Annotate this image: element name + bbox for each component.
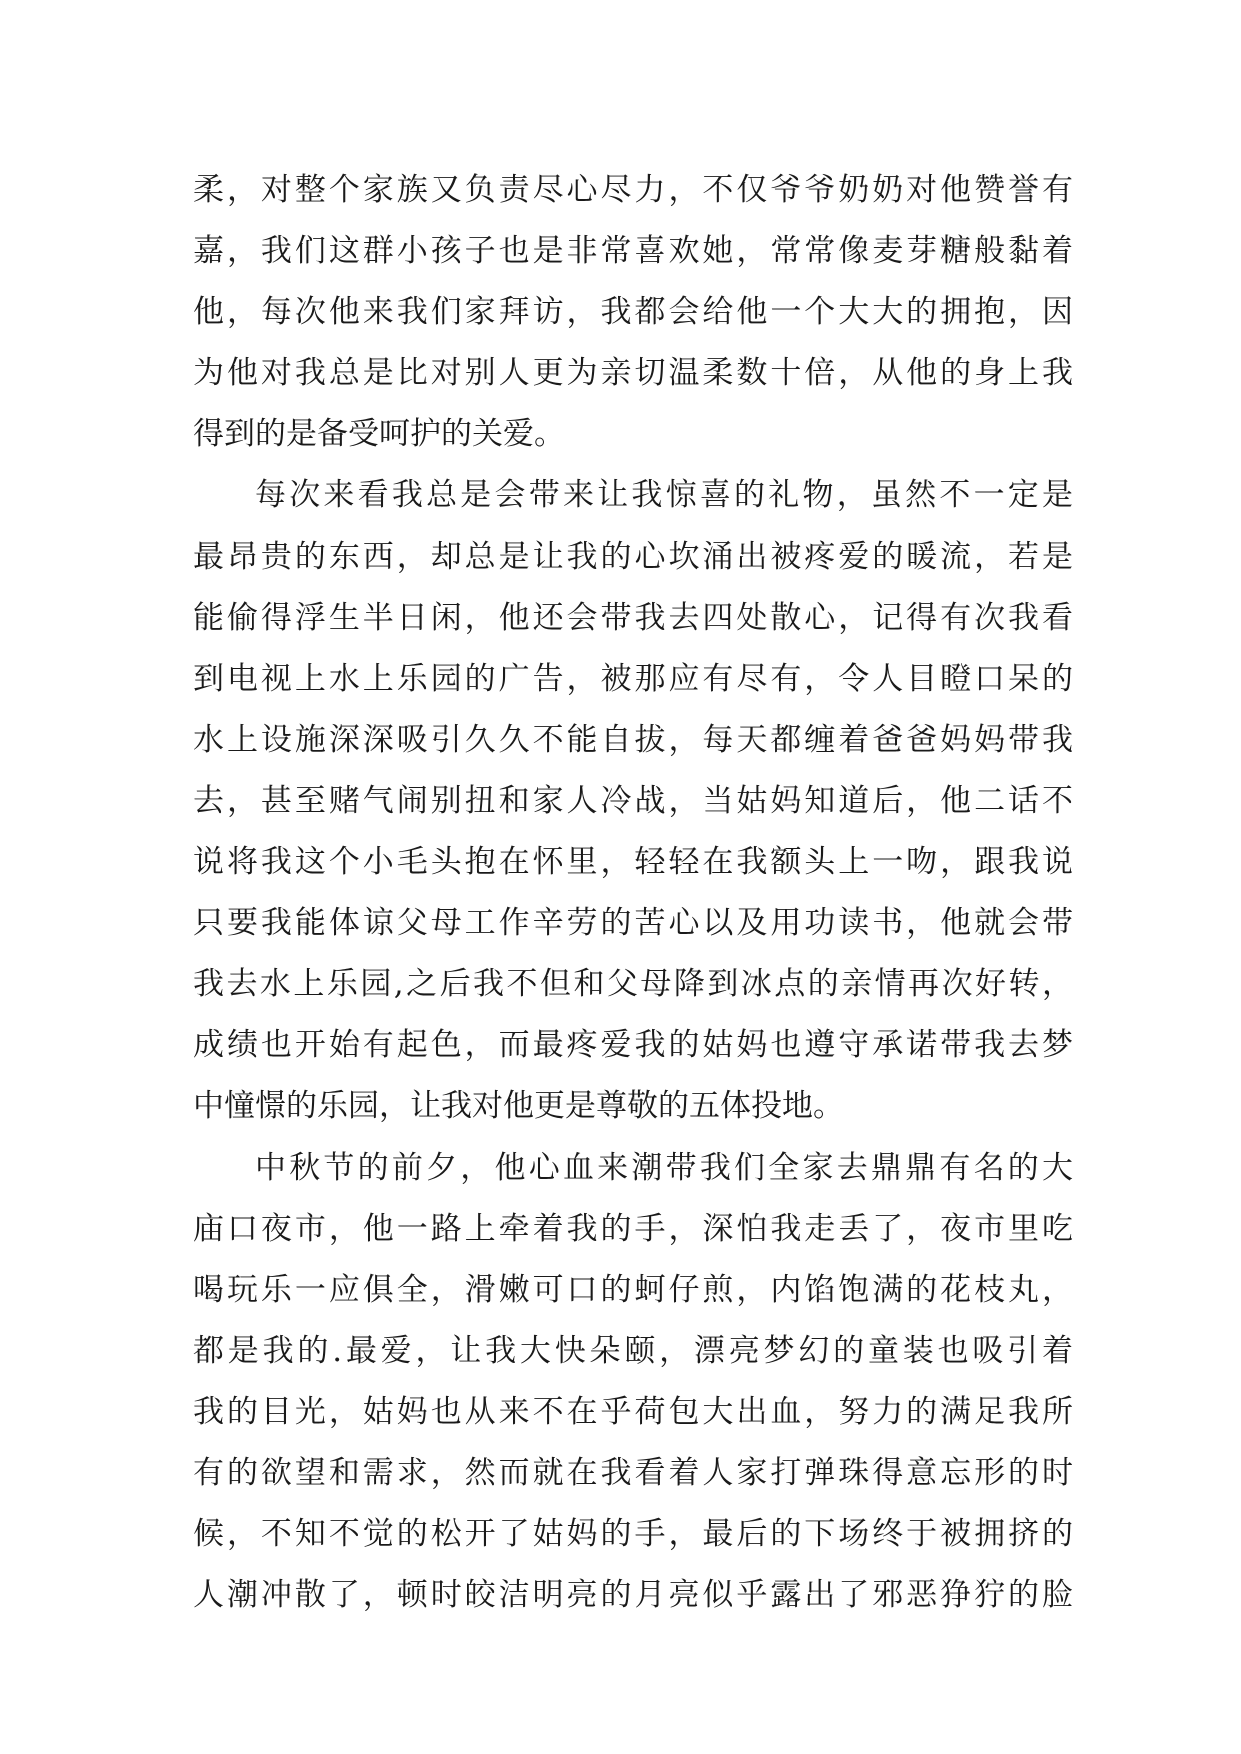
text-line: 嘉，我们这群小孩子也是非常喜欢她，常常像麦芽糖般黏着 xyxy=(193,233,1073,270)
text-line: 为他对我总是比对别人更为亲切温柔数十倍，从他的身上我 xyxy=(193,355,1073,392)
text-line: 只要我能体谅父母工作辛劳的苦心以及用功读书，他就会带 xyxy=(193,905,1073,942)
text-line: 每次来看我总是会带来让我惊喜的礼物，虽然不一定是 xyxy=(255,477,1073,514)
text-line: 中憧憬的乐园，让我对他更是尊敬的五体投地。 xyxy=(193,1088,844,1125)
text-line: 候，不知不觉的松开了姑妈的手，最后的下场终于被拥挤的 xyxy=(193,1516,1073,1553)
text-line: 成绩也开始有起色，而最疼爱我的姑妈也遵守承诺带我去梦 xyxy=(193,1027,1073,1064)
text-line: 最昂贵的东西，却总是让我的心坎涌出被疼爱的暖流，若是 xyxy=(193,538,1073,575)
text-line: 柔，对整个家族又负责尽心尽力，不仅爷爷奶奶对他赞誉有 xyxy=(193,172,1073,208)
text-line: 水上设施深深吸引久久不能自拔，每天都缠着爸爸妈妈带我 xyxy=(193,721,1073,758)
text-line: 中秋节的前夕，他心血来潮带我们全家去鼎鼎有名的大 xyxy=(255,1149,1073,1186)
text-line: 喝玩乐一应俱全，滑嫩可口的蚵仔煎，内馅饱满的花枝丸， xyxy=(193,1271,1073,1308)
text-line: 去，甚至赌气闹别扭和家人冷战，当姑妈知道后，他二话不 xyxy=(193,782,1073,819)
text-line: 我去水上乐园,之后我不但和父母降到冰点的亲情再次好转， xyxy=(193,966,1073,1003)
text-line: 说将我这个小毛头抱在怀里，轻轻在我额头上一吻，跟我说 xyxy=(193,844,1073,881)
text-line: 人潮冲散了，顿时皎洁明亮的月亮似乎露出了邪恶狰狞的脸 xyxy=(193,1577,1073,1614)
body-text xyxy=(193,160,1073,1626)
text-line: 都是我的.最爱，让我大快朵颐，漂亮梦幻的童装也吸引着 xyxy=(193,1332,1073,1369)
text-line: 能偷得浮生半日闲，他还会带我去四处散心，记得有次我看 xyxy=(193,599,1073,636)
text-line: 得到的是备受呵护的关爱。 xyxy=(193,416,565,453)
text-line: 我的目光，姑妈也从来不在乎荷包大出血，努力的满足我所 xyxy=(193,1393,1073,1430)
text-line: 他，每次他来我们家拜访，我都会给他一个大大的拥抱，因 xyxy=(193,294,1073,331)
text-line: 到电视上水上乐园的广告，被那应有尽有，令人目瞪口呆的 xyxy=(193,660,1073,697)
text-line: 有的欲望和需求，然而就在我看着人家打弹珠得意忘形的时 xyxy=(193,1454,1073,1491)
text-line: 庙口夜市，他一路上牵着我的手，深怕我走丢了，夜市里吃 xyxy=(193,1210,1073,1247)
